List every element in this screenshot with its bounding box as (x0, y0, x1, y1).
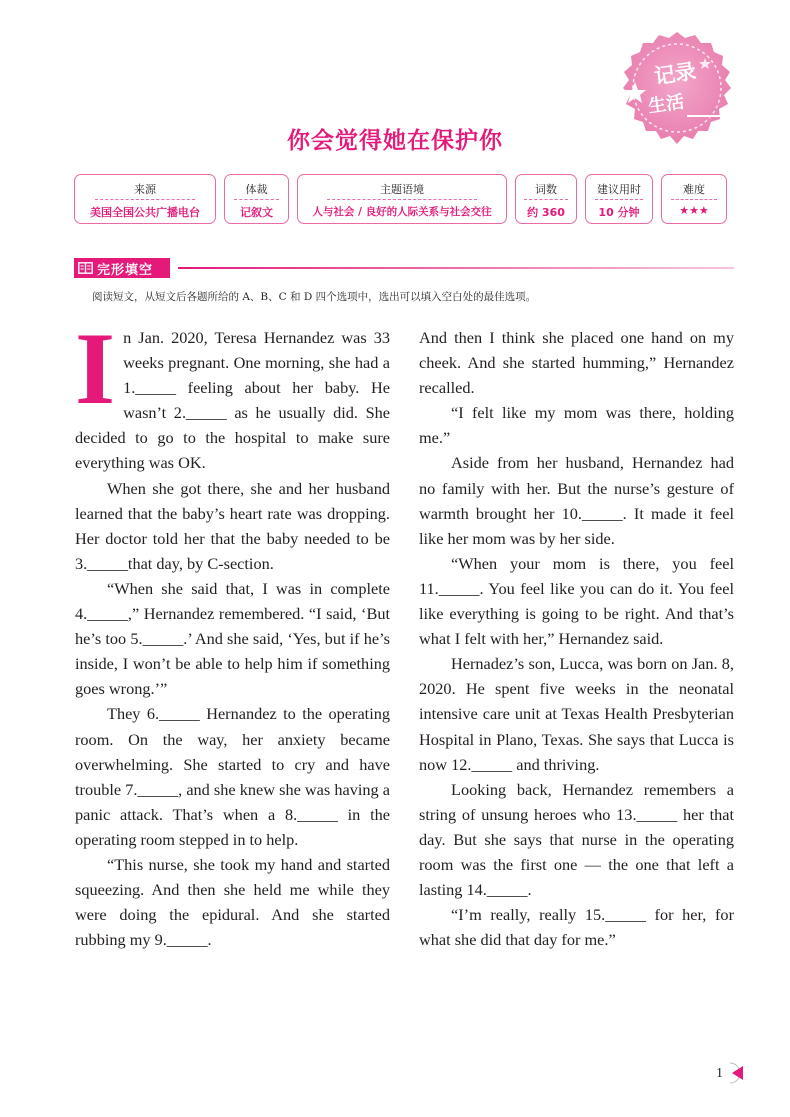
article-paragraph: Hernadez’s son, Lucca, was born on Jan. 8, 2020. He spent five weeks in the neonatal intensive care unit at Texas Health Presbyterian Hospital in Plano, Texas. She says that Lucca is now 12._____ and thriving. (419, 654, 734, 774)
info-value: 10 分钟 (598, 206, 640, 219)
info-label: 词数 (535, 183, 557, 196)
info-divider (234, 199, 279, 200)
info-box-difficulty (661, 174, 727, 224)
info-label: 来源 (134, 183, 156, 196)
info-label: 主题语境 (380, 183, 424, 196)
page-number: 1 (716, 1066, 723, 1081)
drop-cap: I (75, 312, 116, 426)
article-info-row (74, 174, 732, 226)
info-box-word-count (515, 174, 577, 224)
info-label: 难度 (683, 183, 705, 196)
article-right-column (419, 325, 734, 952)
article-paragraph: Aside from her husband, Hernandez had no family with her. But the nurse’s gesture of warmth brought her 10._____. It made it feel like her mom was by her side. (419, 453, 734, 548)
book-icon (78, 262, 93, 274)
section-label: 完形填空 (97, 262, 154, 278)
page-title: 你会觉得她在保护你 (287, 128, 503, 154)
stamp-text-line1: 记录 (652, 59, 698, 89)
info-label: 建议用时 (597, 183, 641, 196)
article-paragraph: Looking back, Hernandez remembers a string of unsung heroes who 13._____ her that day. But she says that nurse in the operating room was the first one — the one that left a lasting 14._____. (419, 779, 734, 900)
article-paragraph: “I’m really, really 15._____ for her, for what she did that day for me.” (419, 905, 734, 950)
article-paragraph: When she got there, she and her husband learned that the baby’s heart rate was dropping. Her doctor told her that the baby needed to be 3._____that day, by C-section. (75, 478, 390, 573)
info-value: 约 360 (527, 206, 565, 219)
info-value: 记叙文 (240, 206, 273, 219)
info-box-genre (224, 174, 289, 224)
info-value: 美国全国公共广播电台 (90, 206, 200, 219)
page-marker-icon (724, 1061, 746, 1085)
info-divider (95, 199, 196, 200)
article-left-column (75, 312, 390, 952)
stamp-text-line2: 生活 (646, 91, 686, 118)
info-box-source (74, 174, 216, 224)
article-paragraph: “When she said that, I was in complete 4._____,” Hernandez remembered. “I said, ‘But he’s too 5._____.’ And she said, ‘Yes, but if he’s inside, I won’t be able to help him if something goes wrong.’” (75, 578, 390, 699)
instruction-text: 阅读短文，从短文后各题所给的 A、B、C 和 D 四个选项中，选出可以填入空白处的最佳选项。 (92, 291, 537, 303)
article-paragraph: “This nurse, she took my hand and started squeezing. And then she held me while they were doing the epidural. And she started rubbing my 9._____. (75, 854, 390, 950)
info-box-suggested-time (585, 174, 653, 224)
section-divider (178, 267, 734, 269)
article-paragraph: And then I think she placed one hand on my cheek. And she started humming,” Hernandez recalled. (419, 328, 734, 398)
paragraph-text: n Jan. 2020, Teresa Hernandez was 33 weeks pregnant. One morning, she had a 1._____ feeling about her baby. He wasn’t 2._____ as he usually did. She decided to go to the hospital to make sure everything was OK. (75, 328, 390, 473)
article-paragraph: They 6._____ Hernandez to the operating room. On the way, her anxiety became overwhelming. She started to cry and have trouble 7._____, and she knew she was having a panic attack. That’s when a 8._____ in the operating room stepped in to help. (75, 704, 390, 849)
info-divider (524, 199, 567, 200)
info-label: 体裁 (245, 183, 268, 196)
info-divider (327, 199, 477, 200)
article-paragraph: “When your mom is there, you feel 11._____. You feel like you can do it. You feel like everything is going to be right. And that’s what I felt with her,” Hernandez said. (419, 553, 734, 649)
article-paragraph: “I felt like my mom was there, holding me.” (419, 403, 734, 448)
section-header (74, 258, 734, 278)
info-divider (671, 199, 717, 200)
info-divider (595, 199, 643, 200)
info-box-theme (297, 174, 507, 224)
section-tag (74, 258, 170, 278)
info-value: ★★★ (679, 204, 709, 217)
article-paragraph (75, 312, 390, 476)
info-value: 人与社会 / 良好的人际关系与社会交往 (312, 206, 492, 218)
